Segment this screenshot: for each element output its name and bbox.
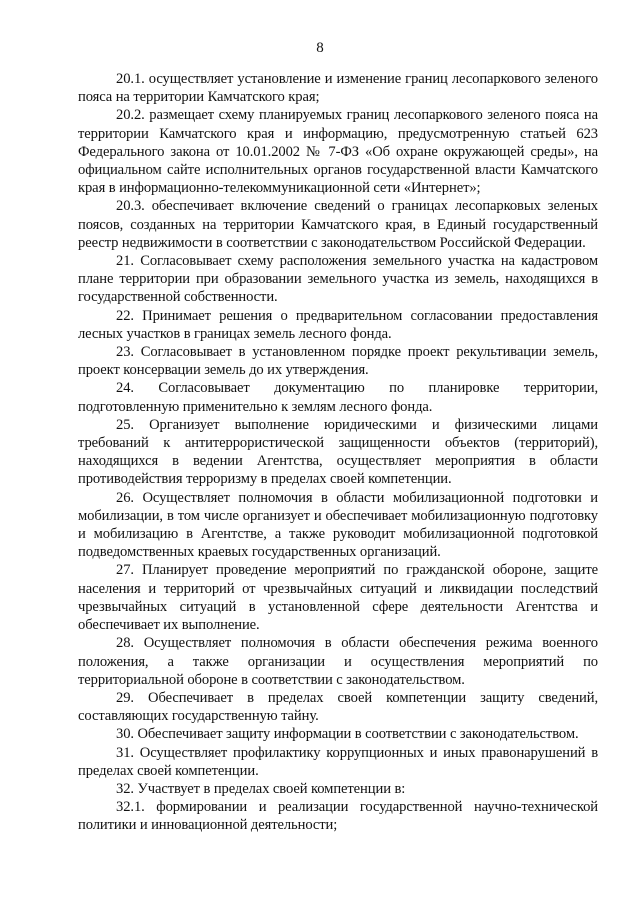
paragraph-30: 30. Обеспечивает защиту информации в соответствии с законодательством. [116, 726, 579, 743]
paragraph-27: 27. Планирует проведение мероприятий по гражданской обороне, защите населения и территорий от чрезвычайных ситуаций и ликвидации последствий чрезвычайных ситуаций в установленной сфере деятельности Агентства и обеспечивает их выполнение. [78, 562, 598, 634]
paragraph-29: 29. Обеспечивает в пределах своей компетенции защиту сведений, составляющих государственную тайну. [78, 689, 598, 725]
paragraph-20-1: 20.1. осуществляет установление и изменение границ лесопаркового зеленого пояса на территории Камчатского края; [78, 71, 598, 106]
paragraph-23: 23. Согласовывает в установленном порядке проект рекультивации земель, проект консервации земель до их утверждения. [78, 344, 598, 379]
page-number: 8 [316, 40, 324, 56]
paragraph-25: 25. Организует выполнение юридическими и физическими лицами требований к антитеррористической защищенности объектов (территорий), находящихся в ведении Агентства, осуществляет мероприятия в области противодействия терроризму в пределах своей компетенции. [78, 416, 598, 488]
paragraph-32: 32. Участвует в пределах своей компетенции в: [116, 780, 406, 797]
paragraph-22: 22. Принимает решения о предварительном согласовании предоставления лесных участков в границах земель лесного фонда. [78, 307, 598, 342]
paragraph-28: 28. Осуществляет полномочия в области обеспечения режима военного положения, а также организации и осуществления мероприятий по территориальной обороне в соответствии с законодательством. [78, 635, 598, 688]
paragraph-20-2: 20.2. размещает схему планируемых границ лесопаркового зеленого пояса на территории Камчатского края и информацию, предусмотренную статьей 623 Федерального закона от 10.01.2002 № 7-ФЗ «Об охране окружающей среды», на официальном сайте исполнительных органов государственной власти Камчатского края в информационно-телекоммуникационной сети «Интернет»; [78, 107, 598, 197]
paragraph-32-1: 32.1. формировании и реализации государственной научно-технической политики и инновационной деятельности; [78, 799, 598, 834]
paragraph-21: 21. Согласовывает схему расположения земельного участка на кадастровом плане территории при образовании земельного участка из земель, находящихся в государственной собственности. [78, 253, 598, 306]
paragraph-26: 26. Осуществляет полномочия в области мобилизационной подготовки и мобилизации, в том числе организует и обеспечивает мобилизационную подготовку и мобилизацию в Агентстве, а также руководит мобилизационной подготовкой подведомственных краевых государственных организаций. [78, 489, 598, 561]
paragraph-31: 31. Осуществляет профилактику коррупционных и иных правонарушений в пределах своей компетенции. [78, 744, 598, 779]
paragraph-24: 24. Согласовывает документацию по планировке территории, подготовленную применительно к землям лесного фонда. [78, 380, 598, 415]
paragraph-20-3: 20.3. обеспечивает включение сведений о границах лесопарковых зеленых поясов, созданных на территории Камчатского края, в Единый государственный реестр недвижимости в соответствии с законодательством Российской Федерации. [78, 198, 598, 251]
document-body [78, 70, 598, 835]
